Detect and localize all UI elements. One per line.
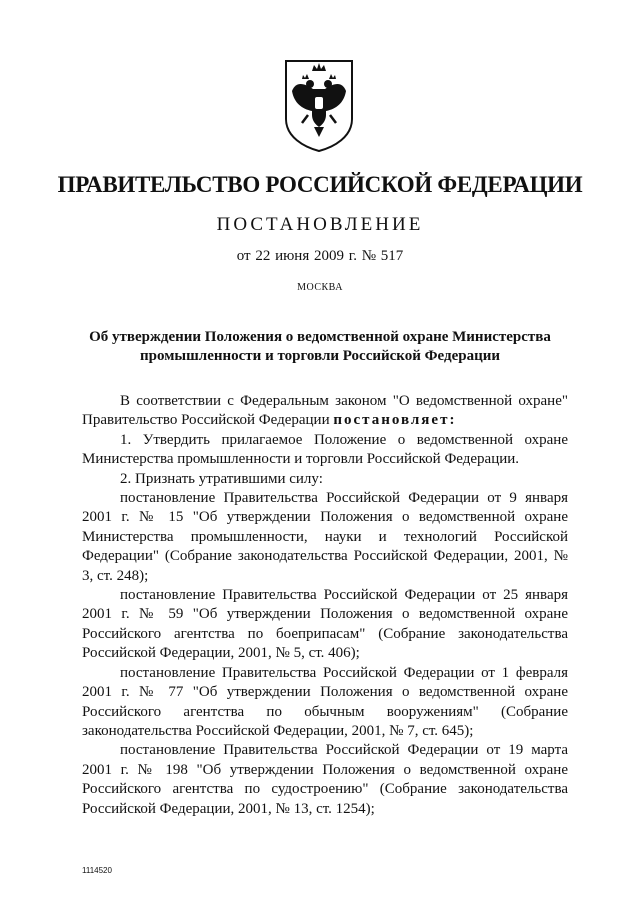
document-subject: [70, 328, 570, 366]
document-date-number: от 22 июня 2009 г. № 517: [236, 248, 404, 264]
repealed-act-1: постановление Правительства Российской Федерации от 9 января 2001 г. № 15 "Об утверждении Положения о ведомственной охране Министерства промышленности, науки и технологий Российской Федерации" (Собрание законодательства Российской Федерации, 2001, № 3, ст. 248);: [82, 490, 568, 584]
preamble-text: В соответствии с Федеральным законом "О ведомственной охране" Правительство Российской Федерации: [82, 393, 568, 429]
document-type: ПОСТАНОВЛЕНИЕ: [216, 214, 424, 235]
subject-line-2: промышленности и торговли Российской Федерации: [140, 348, 500, 364]
item-2-intro-paragraph: 2. Признать утратившими силу:: [120, 470, 323, 487]
subject-line-1: Об утверждении Положения о ведомственной охране Министерства: [89, 329, 551, 345]
item-1-paragraph: 1. Утвердить прилагаемое Положение о ведомственной охране Министерства промышленности и торговли Российской Федерации.: [82, 431, 568, 468]
document-city: МОСКВА: [297, 282, 343, 293]
preamble-paragraph: [82, 392, 568, 431]
document-code: 1114520: [82, 866, 112, 875]
document-body: [82, 392, 568, 819]
repealed-act-2: постановление Правительства Российской Федерации от 25 января 2001 г. № 59 "Об утверждении Положения о ведомственной охране Российского агентства по боеприпасам" (Собрание законодательства Российской Федерации, 2001, № 5, ст. 406);: [82, 587, 568, 662]
repealed-act-3: постановление Правительства Российской Федерации от 1 февраля 2001 г. № 77 "Об утверждении Положения о ведомственной охране Российского агентства по обычным вооружениям" (Собрание законодательства Российской Федерации, 2001, № 7, ст. 645);: [82, 664, 568, 739]
repealed-act-4: постановление Правительства Российской Федерации от 19 марта 2001 г. № 198 "Об утверждении Положения о ведомственной охране Российского агентства по судостроению" (Собрание законодательства Российской Федерации, 2001, № 13, ст. 1254);: [82, 742, 568, 817]
decree-word: постановляет:: [333, 412, 457, 429]
government-title: ПРАВИТЕЛЬСТВО РОССИЙСКОЙ ФЕДЕРАЦИИ: [57, 172, 583, 197]
state-emblem-icon: [282, 57, 356, 153]
